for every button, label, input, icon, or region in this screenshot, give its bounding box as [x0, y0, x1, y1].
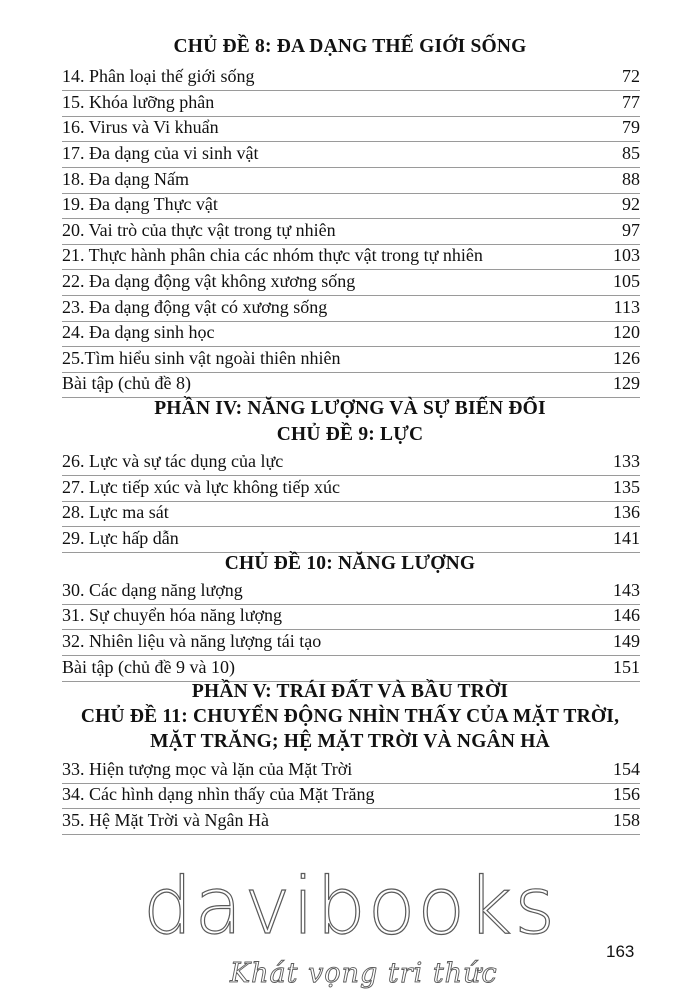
toc-entry — [62, 167, 640, 194]
toc-entry — [62, 500, 640, 527]
part-5-heading: PHẦN V: TRÁI ĐẤT VÀ BẦU TRỜI — [191, 681, 509, 702]
toc-entry — [62, 64, 640, 91]
toc-entry-title: 19. Đa dạng Thực vật — [62, 194, 218, 214]
publisher-tagline: Khát vọng tri thức — [230, 958, 498, 989]
toc-entry — [62, 603, 640, 630]
toc-entry — [62, 449, 640, 476]
toc-entry — [62, 808, 640, 835]
toc-entry-title: 34. Các hình dạng nhìn thấy của Mặt Trăng — [62, 784, 375, 804]
toc-entry-page: 120 — [613, 322, 640, 342]
toc-entry-page: 151 — [613, 657, 640, 677]
toc-entry-title: 20. Vai trò của thực vật trong tự nhiên — [62, 220, 336, 240]
toc-entry-title: 17. Đa dạng của vi sinh vật — [62, 143, 259, 163]
toc-entry-title: 14. Phân loại thế giới sống — [62, 66, 255, 86]
toc-entry-page: 97 — [622, 220, 640, 240]
toc-entry-title: 28. Lực ma sát — [62, 502, 169, 522]
toc-entry — [62, 578, 640, 605]
chapter-11-heading-line-1: CHỦ ĐỀ 11: CHUYỂN ĐỘNG NHÌN THẤY CỦA MẶT TRỜI, — [80, 706, 620, 727]
toc-entry-page: 105 — [613, 271, 640, 291]
toc-entry-page: 136 — [613, 502, 640, 522]
toc-entry — [62, 295, 640, 322]
chapter-11-heading-line-2: MẶT TRĂNG; HỆ MẶT TRỜI VÀ NGÂN HÀ — [150, 731, 550, 752]
toc-entry-page: 113 — [613, 297, 640, 317]
toc-entry-page: 158 — [613, 810, 640, 830]
toc-entry-page: 156 — [613, 784, 640, 804]
toc-entry-page: 141 — [613, 528, 640, 548]
toc-entry-page: 154 — [613, 759, 640, 779]
toc-entry-title: 23. Đa dạng động vật có xương sống — [62, 297, 328, 317]
toc-entry — [62, 757, 640, 784]
toc-entry-title: 21. Thực hành phân chia các nhóm thực vật trong tự nhiên — [62, 245, 483, 265]
toc-entry-page: 79 — [622, 117, 640, 137]
toc-entry — [62, 141, 640, 168]
toc-entry — [62, 526, 640, 553]
toc-entry-page: 85 — [622, 143, 640, 163]
toc-entry — [62, 655, 640, 682]
page-number: 163 — [606, 942, 635, 961]
toc-entry — [62, 192, 640, 219]
toc-entry-page: 126 — [613, 348, 640, 368]
toc-entry-title: 22. Đa dạng động vật không xương sống — [62, 271, 356, 291]
toc-entry-page: 103 — [613, 245, 640, 265]
chapter-9-heading: CHỦ ĐỀ 9: LỰC — [276, 424, 424, 445]
toc-entry — [62, 269, 640, 296]
toc-entry — [62, 629, 640, 656]
toc-entry-title: 25.Tìm hiểu sinh vật ngoài thiên nhiên — [62, 348, 341, 368]
toc-entry-title: 24. Đa dạng sinh học — [62, 322, 215, 342]
toc-entry-title: 33. Hiện tượng mọc và lặn của Mặt Trời — [62, 759, 353, 779]
chapter-8-heading: CHỦ ĐỀ 8: ĐA DẠNG THẾ GIỚI SỐNG — [173, 36, 527, 57]
toc-entry-title: 35. Hệ Mặt Trời và Ngân Hà — [62, 810, 269, 830]
toc-entry — [62, 346, 640, 373]
toc-entry-page: 77 — [622, 92, 640, 112]
publisher-watermark: davibooks — [143, 862, 557, 952]
toc-entry-title: 31. Sự chuyển hóa năng lượng — [62, 605, 282, 625]
toc-entry-title: 32. Nhiên liệu và năng lượng tái tạo — [62, 631, 322, 651]
toc-entry — [62, 475, 640, 502]
toc-entry — [62, 90, 640, 117]
toc-entry-title: 29. Lực hấp dẫn — [62, 528, 179, 548]
toc-entry-page: 149 — [613, 631, 640, 651]
toc-entry-title: 27. Lực tiếp xúc và lực không tiếp xúc — [62, 477, 340, 497]
toc-entry-page: 133 — [613, 451, 640, 471]
toc-entry-page: 72 — [622, 66, 640, 86]
toc-entry-page: 92 — [622, 194, 640, 214]
toc-entry-page: 88 — [622, 169, 640, 189]
toc-entry-title: Bài tập (chủ đề 8) — [62, 373, 191, 393]
toc-entry — [62, 115, 640, 142]
toc-entry-title: 26. Lực và sự tác dụng của lực — [62, 451, 284, 471]
toc-entry-page: 135 — [613, 477, 640, 497]
toc-entry-title: 30. Các dạng năng lượng — [62, 580, 243, 600]
toc-entry-title: 15. Khóa lưỡng phân — [62, 92, 215, 112]
toc-entry-title: 16. Virus và Vi khuẩn — [62, 117, 219, 137]
toc-entry — [62, 218, 640, 245]
toc-entry-title: 18. Đa dạng Nấm — [62, 169, 189, 189]
part-4-heading: PHẦN IV: NĂNG LƯỢNG VÀ SỰ BIẾN ĐỔI — [154, 398, 546, 419]
toc-entry-page: 129 — [613, 373, 640, 393]
toc-entry — [62, 371, 640, 398]
toc-entry — [62, 243, 640, 270]
toc-entry-page: 146 — [613, 605, 640, 625]
chapter-10-heading: CHỦ ĐỀ 10: NĂNG LƯỢNG — [224, 553, 476, 574]
toc-entry — [62, 320, 640, 347]
toc-entry-page: 143 — [613, 580, 640, 600]
toc-entry-title: Bài tập (chủ đề 9 và 10) — [62, 657, 235, 677]
toc-entry — [62, 782, 640, 809]
